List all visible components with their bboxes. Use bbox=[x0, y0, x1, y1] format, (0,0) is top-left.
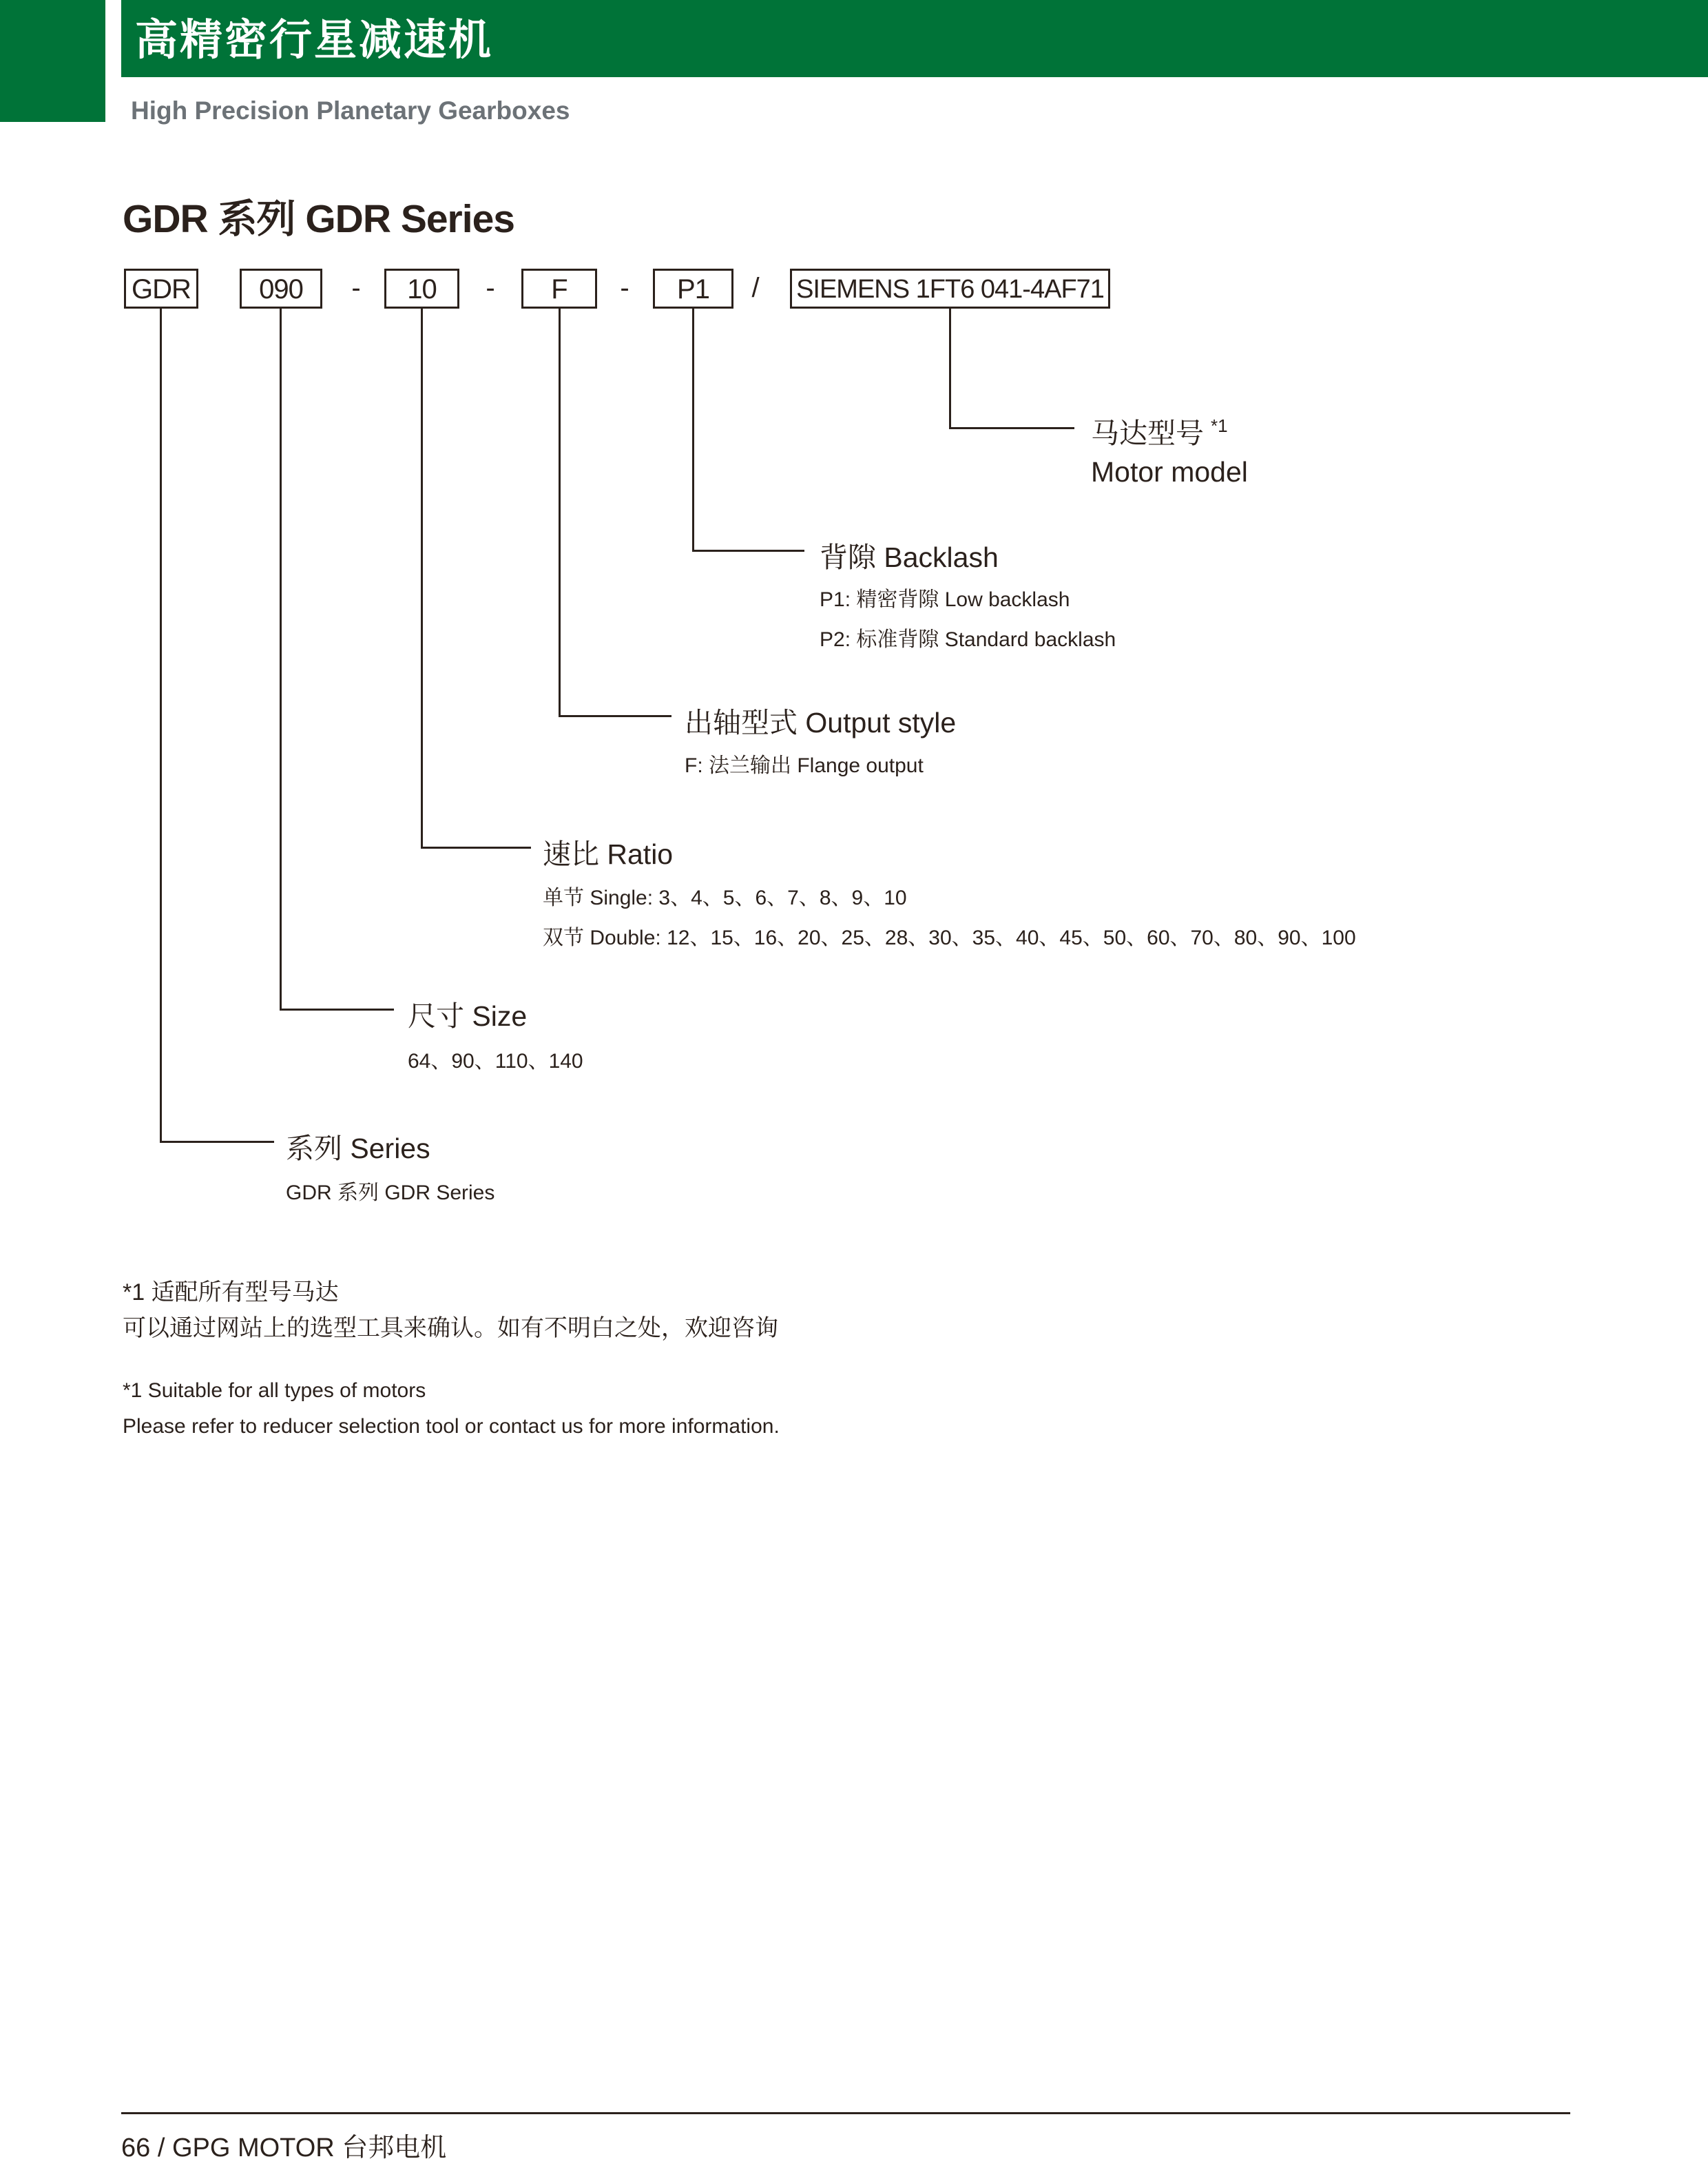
code-separator-dash-2: - bbox=[486, 273, 495, 303]
section-title: GDR 系列 GDR Series bbox=[123, 197, 514, 241]
code-box-backlash: P1 bbox=[653, 269, 733, 309]
connector-output-hline bbox=[559, 715, 671, 717]
callout-ratio-single-values: 单节 Single: 3、4、5、6、7、8、9、10 bbox=[543, 887, 907, 909]
footnote-en-1: *1 Suitable for all types of motors bbox=[123, 1379, 426, 1402]
connector-series-vline bbox=[160, 309, 162, 1143]
callout-output-option-f: F: 法兰输出 Flange output bbox=[685, 754, 924, 777]
footnote-en-2: Please refer to reducer selection tool or contact us for more information. bbox=[123, 1415, 780, 1438]
page-subtitle: High Precision Planetary Gearboxes bbox=[131, 96, 570, 125]
connector-backlash-hline bbox=[692, 550, 804, 552]
code-separator-dash-1: - bbox=[351, 273, 361, 303]
callout-series-values: GDR 系列 GDR Series bbox=[286, 1181, 495, 1204]
footnote-zh-2: 可以通过网站上的选型工具来确认。如有不明白之处，欢迎咨询 bbox=[123, 1315, 778, 1341]
callout-size-values: 64、90、110、140 bbox=[408, 1050, 583, 1073]
callout-ratio-double-values: 双节 Double: 12、15、16、20、25、28、30、35、40、45、50、60、70、80、90、100 bbox=[543, 927, 1356, 949]
header-accent-block bbox=[0, 0, 105, 122]
callout-series-title: 系列 Series bbox=[286, 1133, 430, 1164]
callout-backlash-title: 背隙 Backlash bbox=[820, 541, 999, 573]
code-box-size: 090 bbox=[240, 269, 322, 309]
code-box-series: GDR bbox=[124, 269, 198, 309]
callout-motor-footnote-ref: *1 bbox=[1211, 415, 1228, 436]
code-box-ratio: 10 bbox=[384, 269, 459, 309]
connector-size-vline bbox=[280, 309, 282, 1011]
page-title: 高精密行星减速机 bbox=[135, 17, 494, 64]
header-bar bbox=[121, 0, 1708, 77]
code-separator-dash-3: - bbox=[620, 273, 629, 303]
footnote-zh-1: *1 适配所有型号马达 bbox=[123, 1279, 339, 1305]
footer-rule bbox=[121, 2112, 1570, 2114]
callout-motor-title bbox=[1091, 411, 1228, 451]
footer-page-label: 66 / GPG MOTOR 台邦电机 bbox=[121, 2134, 447, 2159]
code-separator-slash: / bbox=[751, 273, 760, 303]
connector-motor-vline bbox=[949, 309, 951, 429]
callout-output-title: 出轴型式 Output style bbox=[685, 707, 957, 738]
connector-series-hline bbox=[160, 1141, 274, 1143]
connector-size-hline bbox=[280, 1009, 394, 1011]
code-box-motor-model: SIEMENS 1FT6 041-4AF71 bbox=[790, 269, 1110, 309]
callout-size-title: 尺寸 Size bbox=[408, 1000, 528, 1032]
code-box-output: F bbox=[521, 269, 597, 309]
connector-ratio-hline bbox=[421, 847, 531, 849]
callout-backlash-option-p2: P2: 标准背隙 Standard backlash bbox=[820, 628, 1116, 651]
connector-backlash-vline bbox=[692, 309, 694, 552]
callout-motor-title-zh: 马达型号 bbox=[1091, 417, 1204, 449]
callout-ratio-title: 速比 Ratio bbox=[543, 838, 674, 870]
connector-ratio-vline bbox=[421, 309, 423, 849]
connector-motor-hline bbox=[949, 427, 1074, 429]
callout-motor-title-en: Motor model bbox=[1091, 456, 1248, 488]
callout-backlash-option-p1: P1: 精密背隙 Low backlash bbox=[820, 588, 1070, 611]
connector-output-vline bbox=[559, 309, 561, 717]
